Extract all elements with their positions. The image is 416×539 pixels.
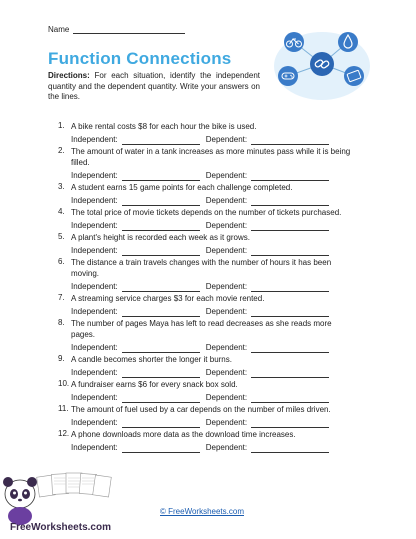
independent-answer-line[interactable]: [122, 308, 200, 317]
question-item: [58, 429, 354, 453]
independent-answer-line[interactable]: [122, 444, 200, 453]
question-item: [58, 146, 354, 181]
dependent-answer-line[interactable]: [251, 369, 329, 378]
independent-label: Independent:: [71, 135, 118, 144]
answer-row: [71, 390, 354, 403]
dependent-answer-line[interactable]: [251, 419, 329, 428]
independent-answer-line[interactable]: [122, 283, 200, 292]
question-text: The distance a train travels changes with the number of hours it has been moving.: [71, 258, 332, 278]
independent-label: Independent:: [71, 307, 118, 316]
question-item: [58, 318, 354, 353]
link-icon: [310, 52, 334, 76]
question-text: A streaming service charges $3 for each movie rented.: [71, 294, 265, 303]
dependent-answer-line[interactable]: [251, 394, 329, 403]
independent-label: Independent:: [71, 393, 118, 402]
independent-answer-line[interactable]: [122, 394, 200, 403]
question-item: [58, 232, 354, 256]
answer-row: [71, 365, 354, 378]
question-text: A plant's height is recorded each week as it grows.: [71, 233, 250, 242]
independent-label: Independent:: [71, 196, 118, 205]
copyright-text[interactable]: © FreeWorksheets.com: [160, 507, 244, 516]
dependent-answer-line[interactable]: [251, 136, 329, 145]
question-text: A bike rental costs $8 for each hour the bike is used.: [71, 122, 257, 131]
independent-answer-line[interactable]: [122, 419, 200, 428]
question-text: The total price of movie tickets depends on the number of tickets purchased.: [71, 208, 342, 217]
ticket-icon: [344, 66, 364, 86]
answer-row: [71, 279, 354, 292]
question-number: 8.: [58, 318, 65, 327]
dependent-label: Dependent:: [205, 418, 248, 427]
question-number: 7.: [58, 293, 65, 302]
answer-row: [71, 304, 354, 317]
dependent-label: Dependent:: [205, 307, 248, 316]
independent-label: Independent:: [71, 221, 118, 230]
dependent-answer-line[interactable]: [251, 283, 329, 292]
answer-row: [71, 243, 354, 256]
dependent-answer-line[interactable]: [251, 197, 329, 206]
directions: [48, 71, 260, 103]
dependent-answer-line[interactable]: [251, 247, 329, 256]
question-text: A student earns 15 game points for each challenge completed.: [71, 183, 293, 192]
question-number: 11.: [58, 404, 69, 413]
panda-mascot-icon: [3, 477, 37, 525]
independent-label: Independent:: [71, 443, 118, 452]
independent-label: Independent:: [71, 171, 118, 180]
independent-label: Independent:: [71, 282, 118, 291]
bicycle-icon: [284, 32, 304, 52]
dependent-label: Dependent:: [205, 368, 248, 377]
question-item: [58, 379, 354, 403]
name-line[interactable]: [73, 25, 185, 34]
question-number: 9.: [58, 354, 65, 363]
name-field: [48, 25, 185, 34]
dependent-label: Dependent:: [205, 282, 248, 291]
independent-answer-line[interactable]: [122, 197, 200, 206]
question-number: 10.: [58, 379, 70, 388]
independent-answer-line[interactable]: [122, 172, 200, 181]
answer-row: [71, 168, 354, 181]
dependent-answer-line[interactable]: [251, 444, 329, 453]
independent-answer-line[interactable]: [122, 369, 200, 378]
answer-row: [71, 340, 354, 353]
question-number: 5.: [58, 232, 65, 241]
dependent-answer-line[interactable]: [251, 308, 329, 317]
question-text: A candle becomes shorter the longer it burns.: [71, 355, 232, 364]
question-number: 1.: [58, 121, 65, 130]
question-text: The amount of water in a tank increases as more minutes pass while it is being filled.: [71, 147, 351, 167]
question-item: [58, 207, 354, 231]
answer-row: [71, 218, 354, 231]
dependent-label: Dependent:: [205, 196, 248, 205]
dependent-answer-line[interactable]: [251, 222, 329, 231]
dependent-label: Dependent:: [205, 393, 248, 402]
name-label: Name: [48, 25, 70, 34]
question-text: The number of pages Maya has left to read decreases as she reads more pages.: [71, 319, 332, 339]
worksheet-thumbnails: [37, 473, 112, 497]
question-item: [58, 121, 354, 145]
dependent-label: Dependent:: [205, 171, 248, 180]
independent-label: Independent:: [71, 418, 118, 427]
page-title: Function Connections: [48, 49, 232, 68]
directions-label: Directions:: [48, 71, 90, 80]
question-item: [58, 257, 354, 292]
question-item: [58, 182, 354, 206]
question-item: [58, 404, 354, 428]
question-item: [58, 293, 354, 317]
question-number: 6.: [58, 257, 65, 266]
dependent-label: Dependent:: [205, 135, 248, 144]
answer-row: [71, 193, 354, 206]
independent-label: Independent:: [71, 343, 118, 352]
question-number: 12.: [58, 429, 70, 438]
answer-row: [71, 132, 354, 145]
dependent-label: Dependent:: [205, 343, 248, 352]
independent-answer-line[interactable]: [122, 344, 200, 353]
dependent-answer-line[interactable]: [251, 344, 329, 353]
answer-row: [71, 440, 354, 453]
dependent-label: Dependent:: [205, 221, 248, 230]
question-number: 3.: [58, 182, 65, 191]
directions-text: For each situation, identify the independent quantity and the dependent quantity. Write your answers on the lines.: [48, 71, 260, 101]
independent-label: Independent:: [71, 368, 118, 377]
dependent-answer-line[interactable]: [251, 172, 329, 181]
water-drop-icon: [338, 32, 358, 52]
question-text: A phone downloads more data as the download time increases.: [71, 430, 296, 439]
question-number: 4.: [58, 207, 65, 216]
logo-wordmark: FreeWorksheets.com: [10, 522, 111, 533]
question-text: The amount of fuel used by a car depends on the number of miles driven.: [71, 405, 331, 414]
questions-list: [58, 121, 354, 454]
independent-answer-line[interactable]: [122, 136, 200, 145]
dependent-label: Dependent:: [205, 246, 248, 255]
game-controller-icon: [278, 66, 298, 86]
dependent-label: Dependent:: [205, 443, 248, 452]
independent-label: Independent:: [71, 246, 118, 255]
question-number: 2.: [58, 146, 65, 155]
freeworksheets-logo: [2, 468, 130, 534]
independent-answer-line[interactable]: [122, 222, 200, 231]
question-text: A fundraiser earns $6 for every snack box sold.: [71, 380, 238, 389]
question-item: [58, 354, 354, 378]
answer-row: [71, 415, 354, 428]
function-icons-graphic: [272, 24, 372, 102]
independent-answer-line[interactable]: [122, 247, 200, 256]
copyright-link[interactable]: [160, 507, 244, 516]
